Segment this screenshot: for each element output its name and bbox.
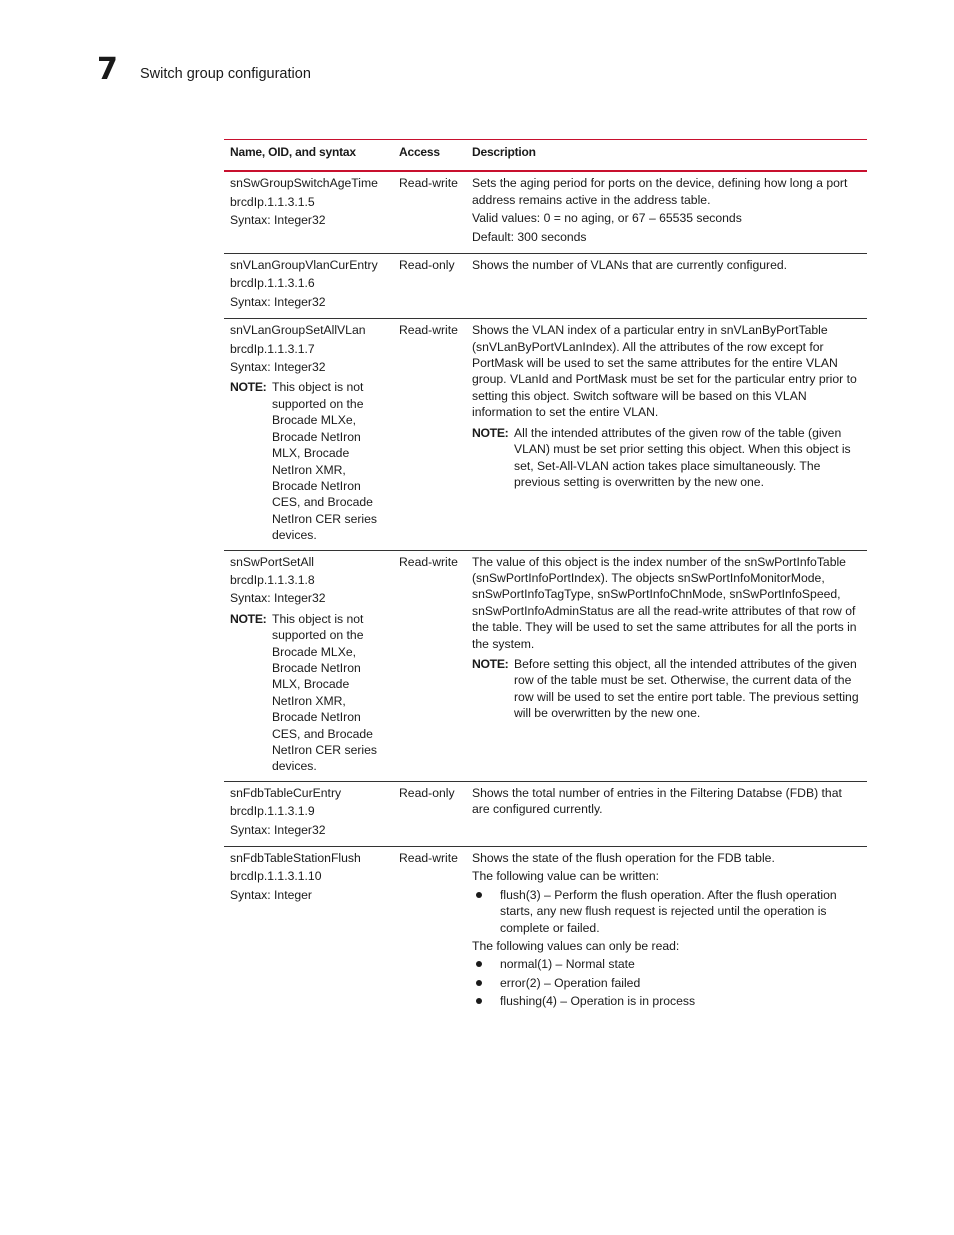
list-item: flushing(4) – Operation is in process [472, 993, 861, 1009]
access-cell: Read-only [399, 258, 455, 273]
description-text: Shows the number of VLANs that are currently configured. [472, 258, 788, 273]
valid-values-text: Valid values: 0 = no aging, or 67 – 65535 seconds [472, 211, 742, 226]
access-cell: Read-write [399, 176, 458, 191]
object-name: snVLanGroupVlanCurEntry [230, 258, 378, 273]
description-text: Sets the aging period for ports on the device, defining how long a port address remains active in the address table. [472, 176, 848, 207]
name-cell [224, 171, 393, 253]
description-text: The value of this object is the index number of the snSwPortInfoTable (snSwPortInfoPortIndex). The objects snSwPortInfoMonitorMode, snSwPortInfoTagType, snSwPortInfoChnMode, snSwPortInfoSpeed, snSwPortInfoAdminStatus are all the read-write attributes of that row of the table. They will be used to set the same attributes for all the ports in the system. [472, 554, 857, 651]
table-row [224, 847, 867, 1018]
object-syntax: Syntax: Integer32 [230, 294, 326, 309]
column-header-name: Name, OID, and syntax [230, 145, 356, 159]
description-note [472, 656, 861, 722]
description-text: Shows the state of the flush operation for the FDB table. [472, 851, 775, 866]
object-oid: brcdIp.1.1.3.1.8 [230, 572, 315, 587]
object-name: snFdbTableCurEntry [230, 785, 342, 800]
table-row [224, 550, 867, 781]
list-item: error(2) – Operation failed [472, 975, 861, 991]
name-cell [224, 847, 393, 1018]
access-cell: Read-write [399, 851, 458, 866]
table-row [224, 254, 867, 319]
table-row [224, 319, 867, 550]
description-text: Shows the VLAN index of a particular entry in snVLanByPortTable (snVLanByPortVLanIndex). All the attributes of the row except for PortMask will be used to set the same attributes for the entire VLAN group. VLanId and PortMask must be set for the particular entry prior to setting this object. Switch software will be based on this VLAN information to set the entire VLAN. [472, 323, 857, 420]
access-cell: Read-write [399, 323, 458, 338]
name-cell [224, 319, 393, 550]
description-cell [466, 319, 867, 550]
object-oid: brcdIp.1.1.3.1.7 [230, 341, 315, 356]
description-text: Shows the total number of entries in the Filtering Databse (FDB) that are configured currently. [472, 785, 842, 817]
name-cell [224, 254, 393, 319]
list-item: normal(1) – Normal state [472, 956, 861, 972]
default-value-text: Default: 300 seconds [472, 229, 587, 244]
object-oid: brcdIp.1.1.3.1.10 [230, 869, 322, 884]
description-cell [466, 550, 867, 781]
table-header-row [224, 140, 867, 172]
description-cell [466, 171, 867, 253]
mib-object-table [224, 139, 867, 1018]
chapter-title: Switch group configuration [140, 66, 311, 82]
access-cell: Read-write [399, 554, 458, 569]
writable-values-list [472, 887, 861, 936]
table-row [224, 171, 867, 253]
note-label: NOTE: [230, 611, 267, 626]
note-text: All the intended attributes of the given row of the table (given VLAN) must be set prior setting this object. When this object is set, Set-All-VLAN action takes place simultaneously. The previous setting is overwritten by the new one. [514, 425, 851, 489]
object-syntax: Syntax: Integer32 [230, 822, 326, 837]
table-row [224, 781, 867, 846]
access-cell: Read-only [399, 785, 455, 800]
object-name: snSwPortSetAll [230, 554, 314, 569]
support-note [230, 379, 387, 543]
object-oid: brcdIp.1.1.3.1.9 [230, 804, 315, 819]
name-cell [224, 781, 393, 846]
note-label: NOTE: [230, 380, 267, 395]
list-item: flush(3) – Perform the flush operation. After the flush operation starts, any new flush request is rejected until the operation is complete or failed. [472, 887, 861, 936]
description-cell [466, 254, 867, 319]
description-text: The following values can only be read: [472, 939, 680, 954]
description-text: The following value can be written: [472, 869, 659, 884]
column-header-access: Access [399, 145, 440, 159]
note-label: NOTE: [472, 425, 509, 440]
column-header-description: Description [472, 145, 536, 159]
note-text: This object is not supported on the Brocade MLXe, Brocade NetIron MLX, Brocade NetIron XMR, Brocade NetIron CES, and Brocade NetIron CER series devices. [272, 380, 377, 543]
name-cell [224, 550, 393, 781]
note-text: Before setting this object, all the intended attributes of the given row of the table must be set. Otherwise, the current data of the row will be used to set the entire port table. The previous setting will be overwritten by the new one. [514, 656, 859, 721]
object-name: snVLanGroupSetAllVLan [230, 323, 366, 338]
object-oid: brcdIp.1.1.3.1.5 [230, 194, 315, 209]
support-note [230, 611, 387, 775]
readable-values-list [472, 956, 861, 1009]
description-cell [466, 781, 867, 846]
note-label: NOTE: [472, 656, 509, 671]
chapter-number: 7 [97, 52, 118, 87]
object-oid: brcdIp.1.1.3.1.6 [230, 276, 315, 291]
object-syntax: Syntax: Integer32 [230, 360, 326, 375]
object-name: snFdbTableStationFlush [230, 851, 361, 866]
object-syntax: Syntax: Integer [230, 887, 312, 902]
object-syntax: Syntax: Integer32 [230, 591, 326, 606]
note-text: This object is not supported on the Brocade MLXe, Brocade NetIron MLX, Brocade NetIron XMR, Brocade NetIron CES, and Brocade NetIron CER series devices. [272, 611, 377, 774]
object-syntax: Syntax: Integer32 [230, 213, 326, 228]
description-note [472, 425, 861, 491]
object-name: snSwGroupSwitchAgeTime [230, 176, 378, 191]
description-cell [466, 847, 867, 1018]
